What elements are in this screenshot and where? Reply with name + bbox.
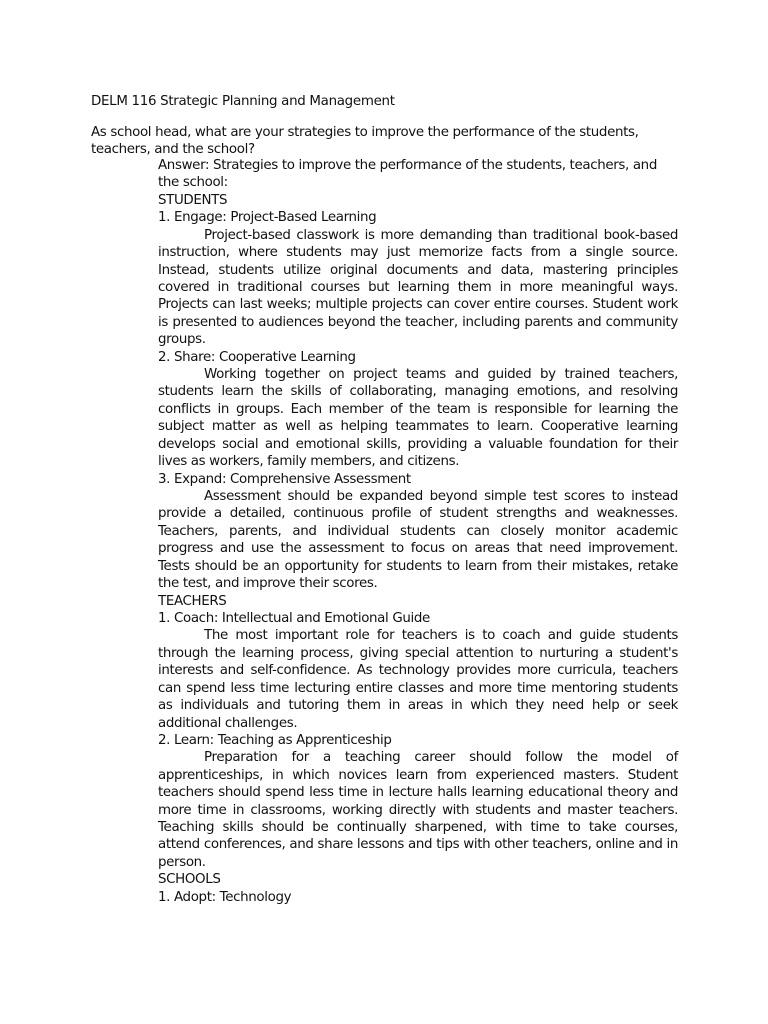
item-paragraph: Working together on project teams and guided by trained teachers, students learn the skills of collaborating, managing emotions, and resolving conflicts in groups. Each member of the team is responsible for learning the subject matter as well as helping teammates to learn. Cooperative learning develops social and emotional skills, providing a valuable foundation for their lives as workers, family members, and citizens. [158, 367, 678, 470]
section-heading-teachers: TEACHERS [158, 593, 227, 609]
item-heading: 2. Share: Cooperative Learning [158, 349, 356, 365]
item-paragraph: Assessment should be expanded beyond simple test scores to instead provide a detailed, continuous profile of student strengths and weaknesses. Teachers, parents, and individual students can closely monitor academic progress and use the assessment to focus on areas that need improvement. Tests should be an opportunity for students to learn from their mistakes, retake the test, and improve their scores. [158, 489, 678, 592]
item-heading: 3. Expand: Comprehensive Assessment [158, 471, 411, 487]
item-heading: 1. Engage: Project-Based Learning [158, 210, 377, 226]
answer-body [158, 157, 678, 906]
item-heading: 1. Adopt: Technology [158, 889, 292, 905]
item-paragraph: Preparation for a teaching career should follow the model of apprenticeships, in which novices learn from experienced masters. Student teachers should spend less time in lecture halls learning educational theory and more time in classrooms, working directly with students and master teachers. Teaching skills should be continually sharpened, with time to take courses, attend conferences, and share lessons and tips with other teachers, online and in person. [158, 750, 678, 870]
item-heading: 2. Learn: Teaching as Apprenticeship [158, 732, 392, 748]
item-paragraph: The most important role for teachers is to coach and guide students through the learning process, giving special attention to nurturing a student's interests and self-confidence. As technology provides more curricula, teachers can spend less time lecturing entire classes and more time mentoring students as individuals and tutoring them in areas in which they need help or seek additional challenges. [158, 628, 678, 731]
section-heading-students: STUDENTS [158, 192, 228, 208]
item-heading: 1. Coach: Intellectual and Emotional Guide [158, 610, 430, 626]
document-title: DELM 116 Strategic Planning and Management [91, 94, 395, 109]
answer-intro: Answer: Strategies to improve the performance of the students, teachers, and the school: [158, 158, 657, 191]
item-paragraph: Project-based classwork is more demanding than traditional book-based instruction, where students may just memorize facts from a single source. Instead, students utilize original documents and data, mastering principles covered in traditional courses but learning them in more meaningful ways. Projects can last weeks; multiple projects can cover entire courses. Student work is presented to audiences beyond the teacher, including parents and community groups. [158, 227, 678, 348]
section-heading-schools: SCHOOLS [158, 872, 221, 888]
question-text: As school head, what are your strategies to improve the performance of the students, teachers, and the school? [91, 125, 639, 158]
